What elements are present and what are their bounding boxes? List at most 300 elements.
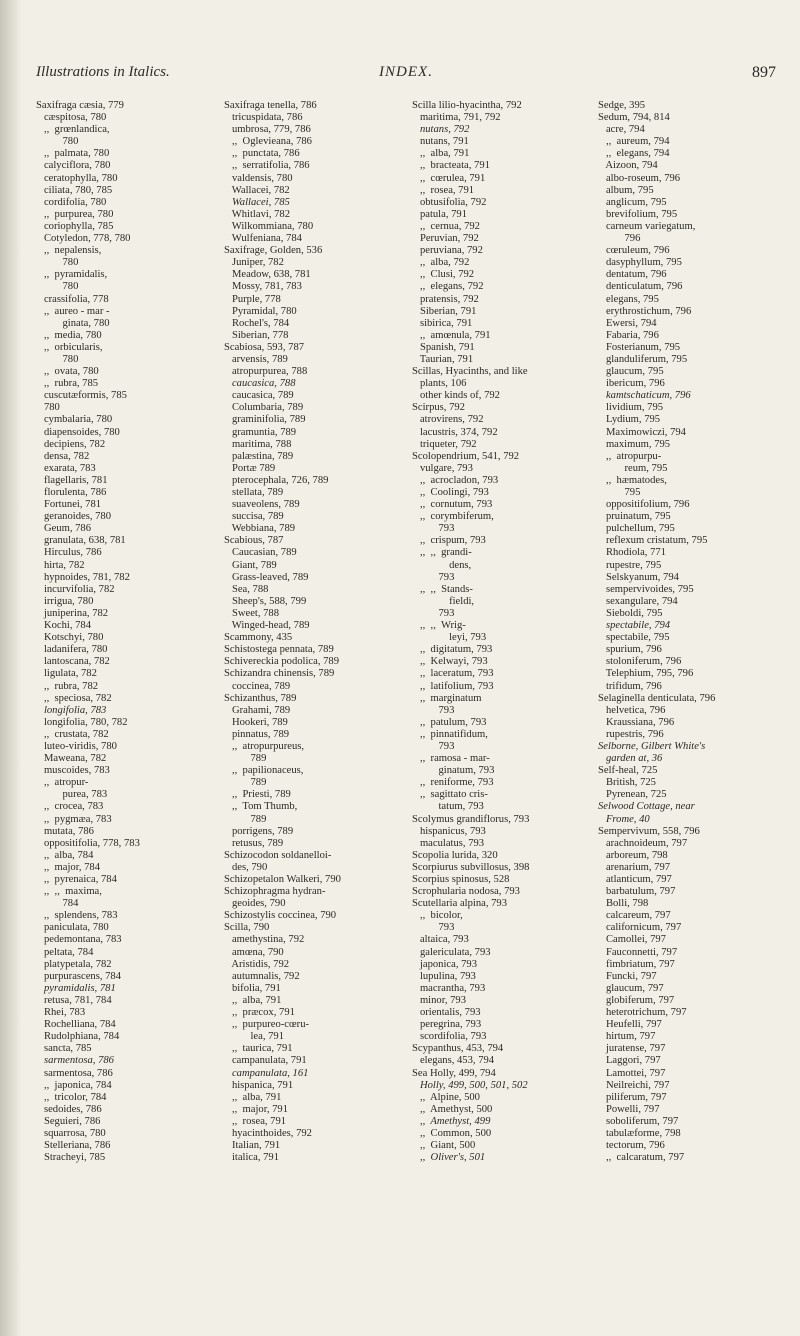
index-entry: minor, 793	[412, 994, 467, 1006]
index-entry: ,, aureum, 794	[598, 136, 670, 148]
index-entry: ,, pygmæa, 783	[36, 813, 112, 825]
index-entry: ,, grœnlandica,	[36, 124, 110, 136]
index-entry: ,, Giant, 500	[412, 1140, 476, 1152]
index-entry: peruviana, 792	[412, 245, 483, 257]
index-entry: ,, elegans, 794	[598, 148, 670, 160]
index-entry: Kotschyi, 780	[36, 632, 104, 644]
index-entry: ,, amœnula, 791	[412, 329, 491, 341]
index-entry: ,, rubra, 785	[36, 378, 99, 390]
index-entry: longifolia, 783	[36, 704, 107, 716]
index-entry: sibirica, 791	[412, 317, 473, 329]
index-entry: californicum, 797	[598, 922, 682, 934]
index-entry: ginatum, 793	[412, 765, 495, 777]
index-entry: oppositifolium, 796	[598, 499, 690, 511]
index-entry: ,, Kelwayi, 793	[412, 656, 488, 668]
index-entry: cœruleum, 796	[598, 245, 670, 257]
index-entry: Stracheyi, 785	[36, 1152, 106, 1164]
index-entry: ,, nepalensis,	[36, 245, 102, 257]
index-entry: kamtschaticum, 796	[598, 390, 691, 402]
index-entry: ,, aureo - mar -	[36, 305, 110, 317]
index-entry: erythrostichum, 796	[598, 305, 692, 317]
index-entry: Aizoon, 794	[598, 160, 658, 172]
index-entry: ,, crocea, 783	[36, 801, 104, 813]
index-entry: Stelleriana, 786	[36, 1140, 111, 1152]
index-entry: ,, laceratum, 793	[412, 668, 494, 680]
index-entry: peregrina, 793	[412, 1019, 482, 1031]
index-entry: flagellaris, 781	[36, 474, 108, 486]
index-entry: 789	[224, 753, 267, 765]
index-entry: 793	[412, 607, 455, 619]
index-entry: spectabile, 794	[598, 620, 671, 632]
index-entry: atropurpurea, 788	[224, 366, 308, 378]
index-entry: ,, rosea, 791	[412, 184, 475, 196]
index-entry: exarata, 783	[36, 462, 96, 474]
index-entry: japonica, 793	[412, 958, 478, 970]
index-entry: brevifolium, 795	[598, 208, 678, 220]
index-entry: 780	[36, 353, 79, 365]
index-entry: Fabaria, 796	[598, 329, 659, 341]
index-entry: pruinatum, 795	[598, 511, 671, 523]
index-entry: Spanish, 791	[412, 341, 475, 353]
index-entry: ,, taurica, 791	[224, 1043, 293, 1055]
index-entry: Kochi, 784	[36, 620, 92, 632]
index-entry: suaveolens, 789	[224, 499, 300, 511]
index-entry: ,, cornutum, 793	[412, 499, 493, 511]
index-entry: ,, Coolingi, 793	[412, 487, 489, 498]
index-entry: ,, papilionaceus,	[224, 765, 304, 777]
index-entry: ,, corymbiferum,	[412, 511, 494, 523]
index-entry: glaucum, 797	[598, 982, 664, 994]
index-entry: Selskyanum, 794	[598, 571, 679, 583]
index-entry: ,, alba, 792	[412, 257, 470, 269]
index-entry: fimbriatum, 797	[598, 958, 675, 970]
index-entry: 795	[598, 487, 641, 498]
index-entry: Rudolphiana, 784	[36, 1031, 120, 1043]
index-entry: 789	[224, 813, 267, 825]
index-entry: ,, crustata, 782	[36, 728, 109, 740]
index-entry: Frome, 40	[598, 813, 650, 825]
index-entry: Scilla lilio-hyacintha, 792	[412, 100, 522, 111]
index-entry: cordifolia, 780	[36, 196, 107, 208]
index-entry: porrigens, 789	[224, 825, 294, 837]
index-entry: 780	[36, 402, 60, 414]
index-columns	[36, 100, 780, 1310]
index-entry: hirta, 782	[36, 559, 85, 571]
index-entry: Scorpius spinosus, 528	[412, 874, 510, 885]
index-entry: album, 795	[598, 184, 654, 196]
index-entry: Wallacei, 785	[224, 196, 290, 208]
index-entry: maritima, 788	[224, 438, 292, 450]
index-entry: ,, ramosa - mar-	[412, 753, 490, 765]
index-entry: coriophylla, 785	[36, 220, 114, 232]
index-entry: decipiens, 782	[36, 438, 106, 450]
index-entry: ,, crispum, 793	[412, 535, 486, 547]
index-entry: Neilreichi, 797	[598, 1079, 670, 1091]
index-entry: Aristidis, 792	[224, 958, 290, 970]
index-entry: Caucasian, 789	[224, 547, 297, 559]
index-entry: ,, ,, Stands-	[412, 583, 473, 595]
index-entry: Sweet, 788	[224, 607, 280, 619]
index-entry: graminifolia, 789	[224, 414, 306, 426]
index-entry: lacustris, 374, 792	[412, 426, 498, 438]
index-entry: Scutellaria alpina, 793	[412, 898, 508, 910]
header-left-note: Illustrations in Italics.	[36, 64, 170, 80]
index-entry: garden at, 36	[598, 753, 663, 765]
index-entry: ,, major, 791	[224, 1103, 289, 1115]
index-entry: arvensis, 789	[224, 353, 288, 365]
index-entry: trifidum, 796	[598, 680, 662, 692]
index-entry: ,, hæmatodes,	[598, 474, 667, 486]
index-entry: densa, 782	[36, 450, 90, 462]
index-entry: Purple, 778	[224, 293, 281, 305]
index-entry: hypnoides, 781, 782	[36, 571, 130, 583]
index-entry: ,, atropur-	[36, 777, 89, 789]
index-entry: Maximowiczi, 794	[598, 426, 686, 438]
index-entry: ,, Priesti, 789	[224, 789, 291, 801]
index-entry: ,, reniforme, 793	[412, 777, 494, 789]
index-entry: Whitlavi, 782	[224, 208, 291, 220]
index-entry: reflexum cristatum, 795	[598, 535, 708, 547]
index-entry: ,, bicolor,	[412, 910, 463, 922]
index-entry: denticulatum, 796	[598, 281, 683, 293]
index-entry: ,, japonica, 784	[36, 1079, 112, 1091]
index-entry: cuscutæformis, 785	[36, 390, 127, 402]
index-entry: Schizocodon soldanelloi-	[224, 849, 332, 861]
index-entry: ,, atropurpureus,	[224, 740, 305, 752]
index-entry: Wallacei, 782	[224, 184, 290, 196]
index-entry: ,, bracteata, 791	[412, 160, 490, 172]
index-entry: Saxifraga tenella, 786	[224, 100, 317, 111]
index-entry: leyi, 793	[412, 632, 487, 644]
index-entry: ,, Clusi, 792	[412, 269, 475, 281]
index-entry: squarrosa, 780	[36, 1127, 106, 1139]
index-entry: Meadow, 638, 781	[224, 269, 311, 281]
index-entry: 780	[36, 281, 79, 293]
index-entry: Sea Holly, 499, 794	[412, 1067, 496, 1079]
index-entry: ,, alba, 784	[36, 849, 94, 861]
index-entry: incurvifolia, 782	[36, 583, 115, 595]
index-entry: stellata, 789	[224, 487, 284, 498]
index-entry: ,, media, 780	[36, 329, 102, 341]
index-entry: succisa, 789	[224, 511, 284, 523]
index-entry: Winged-head, 789	[224, 620, 310, 632]
index-column-4	[598, 100, 780, 1310]
index-entry: Sea, 788	[224, 583, 269, 595]
index-entry: oppositifolia, 778, 783	[36, 837, 140, 849]
index-entry: ciliata, 780, 785	[36, 184, 113, 196]
index-entry: gramuntia, 789	[224, 426, 297, 438]
index-entry: Telephium, 795, 796	[598, 668, 694, 680]
index-entry: rupestris, 796	[598, 728, 664, 740]
index-entry: obtusifolia, 792	[412, 196, 487, 208]
index-entry: maximum, 795	[598, 438, 671, 450]
index-entry: campanulata, 161	[224, 1067, 309, 1079]
index-entry: Pyramidal, 780	[224, 305, 297, 317]
index-entry: other kinds of, 792	[412, 390, 500, 402]
index-entry: Hookeri, 789	[224, 716, 288, 728]
index-entry: 780	[36, 136, 79, 148]
index-entry: Sieboldi, 795	[598, 607, 663, 619]
index-entry: Selaginella denticulata, 796	[598, 692, 716, 704]
index-entry: globiferum, 797	[598, 994, 675, 1006]
index-entry: Schistostega pennata, 789	[224, 644, 334, 656]
index-entry: ,, ,, grandi-	[412, 547, 472, 559]
index-entry: 793	[412, 704, 455, 716]
index-entry: ,, digitatum, 793	[412, 644, 493, 656]
index-entry: ,, purpurea, 780	[36, 208, 114, 220]
index-entry: soboliferum, 797	[598, 1115, 679, 1127]
index-entry: dens,	[412, 559, 472, 571]
index-entry: ,, ,, Wrig-	[412, 620, 466, 632]
index-entry: ,, splendens, 783	[36, 910, 118, 922]
index-entry: Schizopetalon Walkeri, 790	[224, 874, 341, 885]
index-entry: Lamottei, 797	[598, 1067, 666, 1079]
index-entry: rupestre, 795	[598, 559, 662, 571]
index-entry: lividium, 795	[598, 402, 664, 414]
index-entry: Scammony, 435	[224, 632, 293, 644]
index-entry: Rhei, 783	[36, 1007, 86, 1019]
index-entry: Hirculus, 786	[36, 547, 102, 559]
index-entry: ,, calcaratum, 797	[598, 1152, 685, 1164]
index-entry: juratense, 797	[598, 1043, 666, 1055]
index-entry: tectorum, 796	[598, 1140, 665, 1152]
index-entry: palæstina, 789	[224, 450, 294, 462]
index-entry: Sheep's, 588, 799	[224, 595, 307, 607]
index-entry: reum, 795	[598, 462, 668, 474]
index-entry: ,, serratifolia, 786	[224, 160, 310, 172]
index-entry: ,, Amethyst, 499	[412, 1115, 491, 1127]
index-entry: Juniper, 782	[224, 257, 284, 269]
index-entry: Seguieri, 786	[36, 1115, 101, 1127]
index-entry: Italian, 791	[224, 1140, 281, 1152]
binding-gutter-shadow	[0, 0, 22, 1336]
index-entry: Columbaria, 789	[224, 402, 304, 414]
index-entry: longifolia, 780, 782	[36, 716, 128, 728]
index-entry: caucasica, 789	[224, 390, 294, 402]
index-entry: 780	[36, 257, 79, 269]
index-entry: 793	[412, 571, 455, 583]
index-entry: nutans, 791	[412, 136, 469, 148]
index-entry: Webbiana, 789	[224, 523, 296, 535]
index-entry: altaica, 793	[412, 934, 469, 946]
index-entry: dentatum, 796	[598, 269, 667, 281]
index-entry: purea, 783	[36, 789, 108, 801]
index-entry: spurium, 796	[598, 644, 662, 656]
index-entry: Scopolia lurida, 320	[412, 849, 498, 861]
index-entry: Pyrenean, 725	[598, 789, 667, 801]
index-entry: 793	[412, 922, 455, 934]
index-entry: pedemontana, 783	[36, 934, 122, 946]
index-entry: ibericum, 796	[598, 378, 665, 390]
index-entry: orientalis, 793	[412, 1007, 481, 1019]
index-entry: ceratophylla, 780	[36, 172, 118, 184]
index-entry: Fortunei, 781	[36, 499, 102, 511]
index-entry: ,, Common, 500	[412, 1127, 492, 1139]
index-entry: Holly, 499, 500, 501, 502	[412, 1079, 528, 1091]
index-entry: ,, Amethyst, 500	[412, 1103, 493, 1115]
index-entry: autumnalis, 792	[224, 970, 300, 982]
index-entry: Geum, 786	[36, 523, 92, 535]
index-entry: ,, ,, maxima,	[36, 886, 102, 898]
index-entry: arenarium, 797	[598, 861, 671, 873]
index-entry: ,, orbicularis,	[36, 341, 103, 353]
index-entry: Scypanthus, 453, 794	[412, 1043, 504, 1055]
index-column-3	[412, 100, 592, 1310]
index-entry: cymbalaria, 780	[36, 414, 113, 426]
index-entry: bifolia, 791	[224, 982, 281, 994]
index-entry: coccinea, 789	[224, 680, 291, 692]
index-entry: fieldi,	[412, 595, 475, 607]
index-entry: Scrophularia nodosa, 793	[412, 886, 520, 898]
index-entry: pinnatus, 789	[224, 728, 290, 740]
index-entry: Camollei, 797	[598, 934, 666, 946]
index-entry: tricuspidata, 786	[224, 112, 303, 124]
index-entry: granulata, 638, 781	[36, 535, 126, 547]
index-entry: albo-roseum, 796	[598, 172, 681, 184]
index-entry: Selwood Cottage, near	[598, 801, 695, 813]
index-entry: umbrosa, 779, 786	[224, 124, 311, 136]
index-entry: arachnoideum, 797	[598, 837, 688, 849]
index-entry: purpurascens, 784	[36, 970, 122, 982]
index-entry: glaucum, 795	[598, 366, 664, 378]
index-entry: diapensoides, 780	[36, 426, 120, 438]
index-entry: ,, Oliver's, 501	[412, 1152, 486, 1164]
index-entry: ,, alba, 791	[224, 1091, 282, 1103]
index-entry: Fauconnetti, 797	[598, 946, 678, 958]
index-entry: juniperina, 782	[36, 607, 109, 619]
index-entry: ,, cœrulea, 791	[412, 172, 486, 184]
index-entry: patula, 791	[412, 208, 468, 220]
index-entry: Scolymus grandiflorus, 793	[412, 813, 530, 825]
index-entry: amœna, 790	[224, 946, 284, 958]
index-entry: Siberian, 791	[412, 305, 477, 317]
index-entry: ,, præcox, 791	[224, 1007, 295, 1019]
index-entry: geoides, 790	[224, 898, 286, 910]
index-entry: des, 790	[224, 861, 268, 873]
index-entry: pratensis, 792	[412, 293, 479, 305]
index-entry: 789	[224, 777, 267, 789]
index-entry: heterotrichum, 797	[598, 1007, 687, 1019]
running-header	[36, 64, 776, 88]
index-entry: Sempervivum, 558, 796	[598, 825, 700, 837]
index-entry: Saxifrage, Golden, 536	[224, 245, 323, 257]
index-entry: ginata, 780	[36, 317, 110, 329]
index-entry: atlanticum, 797	[598, 874, 672, 885]
index-entry: ,, sagittato cris-	[412, 789, 488, 801]
index-entry: Selborne, Gilbert White's	[598, 740, 706, 752]
index-entry: Maweana, 782	[36, 753, 107, 765]
index-entry: sancta, 785	[36, 1043, 92, 1055]
index-entry: barbatulum, 797	[598, 886, 676, 898]
index-entry: plants, 106	[412, 378, 467, 390]
page-number: 897	[752, 64, 776, 81]
index-entry: Scilla, 790	[224, 922, 270, 934]
index-entry: Wulfeniana, 784	[224, 233, 302, 245]
index-entry: platypetala, 782	[36, 958, 112, 970]
index-entry: scordifolia, 793	[412, 1031, 487, 1043]
index-entry: piliferum, 797	[598, 1091, 667, 1103]
index-entry: tatum, 793	[412, 801, 484, 813]
index-entry: hispanica, 791	[224, 1079, 294, 1091]
index-entry: pulchellum, 795	[598, 523, 675, 535]
index-entry: Kraussiana, 796	[598, 716, 675, 728]
index-entry: lantoscana, 782	[36, 656, 110, 668]
index-entry: elegans, 795	[598, 293, 659, 305]
index-entry: ,, marginatum	[412, 692, 482, 704]
index-entry: ,, Oglevieana, 786	[224, 136, 312, 148]
index-entry: crassifolia, 778	[36, 293, 109, 305]
index-entry: hyacinthoides, 792	[224, 1127, 312, 1139]
index-entry: Grahami, 789	[224, 704, 291, 716]
index-entry: 784	[36, 898, 79, 910]
index-entry: Laggori, 797	[598, 1055, 661, 1067]
index-entry: ,, tricolor, 784	[36, 1091, 107, 1103]
index-entry: Siberian, 778	[224, 329, 289, 341]
index-entry: calcareum, 797	[598, 910, 671, 922]
index-entry: muscoides, 783	[36, 765, 110, 777]
index-entry: ,, cernua, 792	[412, 220, 480, 232]
index-entry: sempervivoides, 795	[598, 583, 694, 595]
index-entry: glanduliferum, 795	[598, 353, 688, 365]
index-entry: ,, alba, 791	[224, 994, 282, 1006]
index-entry: 796	[598, 233, 641, 245]
index-entry: ,, punctata, 786	[224, 148, 300, 160]
index-entry: spectabile, 795	[598, 632, 670, 644]
index-entry: valdensis, 780	[224, 172, 293, 184]
index-entry: Schizandra chinensis, 789	[224, 668, 335, 680]
index-entry: retusus, 789	[224, 837, 284, 849]
index-entry: irrigua, 780	[36, 595, 94, 607]
index-entry: Wilkommiana, 780	[224, 220, 314, 232]
index-entry: ,, pyramidalis,	[36, 269, 108, 281]
index-entry: ,, Tom Thumb,	[224, 801, 298, 813]
index-entry: Sedum, 794, 814	[598, 112, 670, 124]
index-entry: Fosterianum, 795	[598, 341, 681, 353]
index-entry: carneum variegatum,	[598, 220, 696, 232]
index-entry: Schizanthus, 789	[224, 692, 297, 704]
index-entry: Rochel's, 784	[224, 317, 290, 329]
index-entry: vulgare, 793	[412, 462, 473, 474]
index-entry: hispanicus, 793	[412, 825, 486, 837]
index-entry: tabulæforme, 798	[598, 1127, 681, 1139]
index-entry: ,, palmata, 780	[36, 148, 110, 160]
index-entry: mutata, 786	[36, 825, 94, 837]
index-entry: campanulata, 791	[224, 1055, 307, 1067]
index-entry: ,, alba, 791	[412, 148, 470, 160]
index-entry: sexangulare, 794	[598, 595, 678, 607]
index-column-2	[224, 100, 404, 1310]
index-entry: Peruvian, 792	[412, 233, 479, 245]
index-entry: sarmentosa, 786	[36, 1055, 114, 1067]
index-entry: elegans, 453, 794	[412, 1055, 495, 1067]
index-entry: Scabious, 787	[224, 535, 284, 547]
index-entry: Giant, 789	[224, 559, 277, 571]
index-entry: Portæ 789	[224, 462, 276, 474]
index-entry: lupulina, 793	[412, 970, 476, 982]
index-entry: Cotyledon, 778, 780	[36, 233, 131, 245]
index-entry: ,, atropurpu-	[598, 450, 662, 462]
index-entry: Sedge, 395	[598, 100, 646, 111]
index-entry: Schivereckia podolica, 789	[224, 656, 340, 668]
index-entry: italica, 791	[224, 1152, 280, 1164]
index-entry: Grass-leaved, 789	[224, 571, 309, 583]
index-entry: ,, speciosa, 782	[36, 692, 112, 704]
index-entry: ,, acrocladon, 793	[412, 474, 499, 486]
index-entry: stoloniferum, 796	[598, 656, 682, 668]
index-entry: Scabiosa, 593, 787	[224, 341, 305, 353]
index-entry: British, 725	[598, 777, 656, 789]
index-column-1	[36, 100, 216, 1310]
